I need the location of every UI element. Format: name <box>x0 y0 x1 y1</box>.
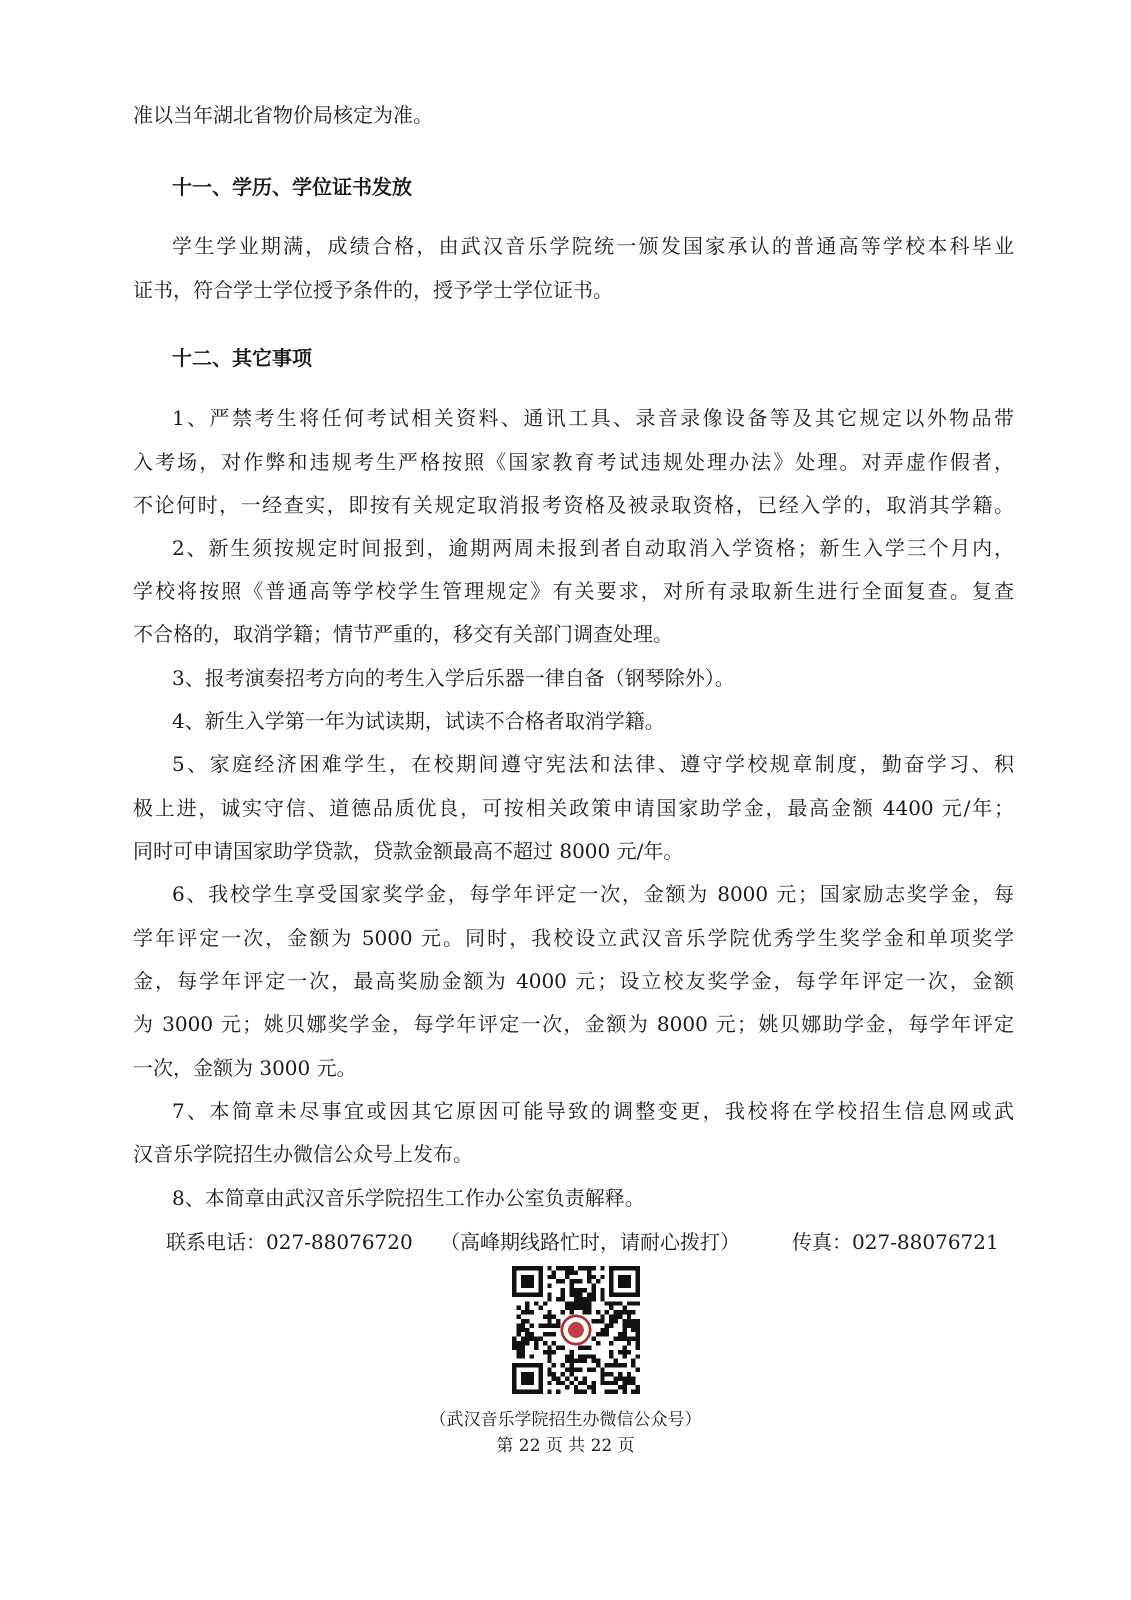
item-5-line: 同时可申请国家助学贷款，贷款金额最高不超过 8000 元/年。 <box>133 839 684 863</box>
item-2-line: 不合格的，取消学籍；情节严重的，移交有关部门调查处理。 <box>133 622 673 646</box>
item-7-line: 7、本简章未尽事宜或因其它原因可能导致的调整变更，我校将在学校招生信息网或武 <box>172 1099 1014 1123</box>
contact-note: （高峰期线路忙时，请耐心拨打） <box>440 1230 740 1254</box>
item-1-line: 入考场，对作弊和违规考生严格按照《国家教育考试违规处理办法》处理。对弄虚作假者， <box>133 450 1014 474</box>
item-5-line: 5、家庭经济困难学生，在校期间遵守宪法和法律、遵守学校规章制度，勤奋学习、积 <box>172 752 1014 776</box>
intro-tail: 准以当年湖北省物价局核定为准。 <box>133 103 433 127</box>
item-6-line: 为 3000 元；姚贝娜奖学金，每学年评定一次，金额为 8000 元；姚贝娜助学金，每学年评定 <box>133 1012 1014 1036</box>
item-2-line: 学校将按照《普通高等学校学生管理规定》有关要求，对所有录取新生进行全面复查。复查 <box>133 579 1014 603</box>
qr-caption: （武汉音乐学院招生办微信公众号） <box>429 1410 702 1430</box>
item-2-line: 2、新生须按规定时间报到，逾期两周未报到者自动取消入学资格；新生入学三个月内， <box>172 536 1014 560</box>
item-6-line: 学年评定一次，金额为 5000 元。同时，我校设立武汉音乐学院优秀学生奖学金和单项奖学 <box>133 926 1014 950</box>
page-number: 第 22 页 共 22 页 <box>496 1436 635 1456</box>
item-1-line: 不论何时，一经查实，即按有关规定取消报考资格及被录取资格，已经入学的，取消其学籍。 <box>133 493 1014 517</box>
item-4: 4、新生入学第一年为试读期，试读不合格者取消学籍。 <box>172 709 665 733</box>
item-7-line: 汉音乐学院招生办微信公众号上发布。 <box>133 1142 473 1166</box>
item-5-line: 极上进，诚实守信、道德品质优良，可按相关政策申请国家助学金，最高金额 4400 元/年； <box>133 796 1014 820</box>
qr-code-icon <box>512 1266 640 1394</box>
section-11-heading: 十一、学历、学位证书发放 <box>172 175 412 199</box>
section-11-line: 证书，符合学士学位授予条件的，授予学士学位证书。 <box>133 278 613 302</box>
contact-phone: 联系电话：027-88076720 <box>166 1230 413 1254</box>
contact-fax: 传真：027-88076721 <box>792 1230 999 1254</box>
item-6-line: 一次，金额为 3000 元。 <box>133 1056 357 1080</box>
item-3: 3、报考演奏招考方向的考生入学后乐器一律自备（钢琴除外）。 <box>172 666 735 690</box>
item-6-line: 6、我校学生享受国家奖学金，每学年评定一次，金额为 8000 元；国家励志奖学金，每 <box>172 882 1014 906</box>
item-8: 8、本简章由武汉音乐学院招生工作办公室负责解释。 <box>172 1186 645 1210</box>
section-11-line: 学生学业期满，成绩合格，由武汉音乐学院统一颁发国家承认的普通高等学校本科毕业 <box>172 234 1014 258</box>
item-6-line: 金，每学年评定一次，最高奖励金额为 4000 元；设立校友奖学金，每学年评定一次，金额 <box>133 969 1014 993</box>
section-12-heading: 十二、其它事项 <box>172 346 312 370</box>
item-1-line: 1、严禁考生将任何考试相关资料、通讯工具、录音录像设备等及其它规定以外物品带 <box>172 406 1014 430</box>
